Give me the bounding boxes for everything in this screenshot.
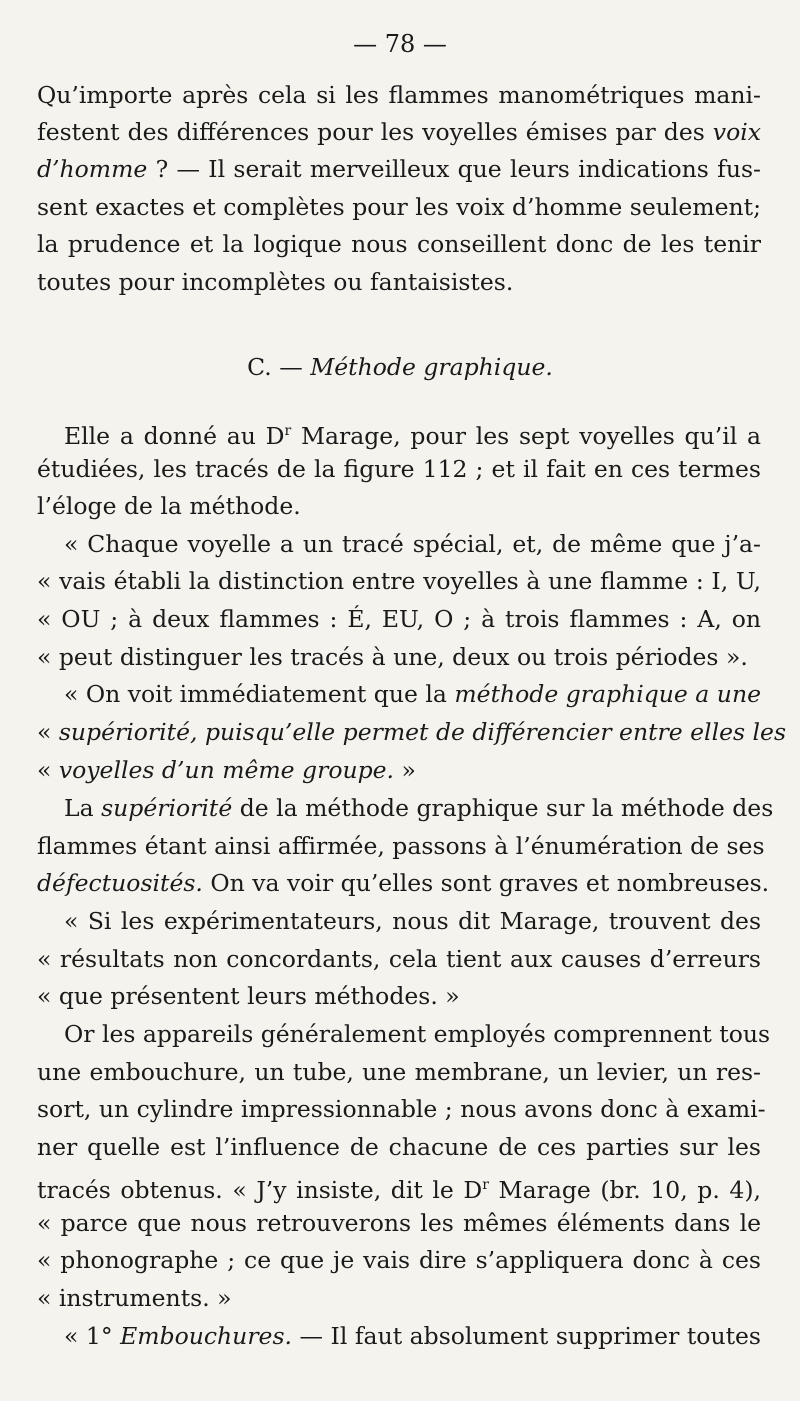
italic-segment: méthode graphique a une [454,680,761,708]
text-segment: Qu’importe après cela si les flammes manométriques mani- [37,81,761,109]
text-line [37,564,761,598]
text-segment: tracés obtenus. « J’y insiste, dit le D [37,1175,483,1204]
text-line [37,1092,766,1126]
text-segment: Marage, pour les sept voyelles qu’il a [291,421,761,450]
text-segment: « peut distinguer les tracés à une, deux ou trois périodes ». [37,643,748,671]
text-line [64,527,761,561]
text-segment: « vais établi la distinction entre voyelles à une flamme : I, U, [37,567,761,595]
text-segment: la prudence et la logique nous conseillent donc de les tenir [37,230,761,258]
text-segment: festent des différences pour les voyelles émises par des [37,118,713,146]
text-line [37,489,761,523]
text-segment: ? — Il serait merveilleux que leurs indications fus- [147,155,761,183]
text-segment: On va voir qu’elles sont graves et nombreuses. [202,869,770,897]
text-line [37,190,761,224]
text-segment: flammes étant ainsi affirmée, passons à l’énumération de ses [37,832,765,860]
text-line [64,414,761,448]
text-segment: sort, un cylindre impressionnable ; nous avons donc à exami- [37,1095,766,1123]
text-segment: Marage (br. 10, p. 4), [488,1175,761,1204]
text-line [37,78,761,112]
text-line [37,1055,761,1089]
text-line [64,677,761,711]
text-segment: « [37,756,59,784]
text-line [37,715,787,749]
text-segment: La [64,794,102,822]
heading-prefix: C. — [247,353,311,381]
text-line [37,942,761,976]
italic-segment: supériorité, puisqu’elle permet de différencier entre elles les [58,718,787,746]
text-line [37,115,761,149]
italic-segment: d’homme [37,155,148,183]
italic-segment: Embouchures. [120,1322,292,1350]
text-segment: sent exactes et complètes pour les voix d’homme seulement; [37,193,761,221]
text-segment: « parce que nous retrouverons les mêmes éléments dans le [37,1209,761,1237]
text-segment: « 1° [64,1322,121,1350]
text-line [37,452,761,486]
text-line [64,904,761,938]
text-segment: « Si les expérimentateurs, nous dit Marage, trouvent des [64,907,761,935]
text-segment: étudiées, les tracés de la figure 112 ; et il fait en ces termes [37,455,761,483]
text-line [37,1206,761,1240]
text-segment: « instruments. » [37,1284,232,1312]
text-line [37,829,765,863]
text-line [37,152,761,186]
text-segment: l’éloge de la méthode. [37,492,301,520]
text-segment: « Chaque voyelle a un tracé spécial, et, de même que j’a- [64,530,761,558]
superscript: r [284,423,292,439]
text-segment: « que présentent leurs méthodes. » [37,982,460,1010]
text-line [64,1319,761,1353]
text-line [37,1168,761,1202]
italic-segment: supériorité [101,794,233,822]
text-line [37,265,761,299]
text-line [37,1243,761,1277]
text-segment: « [37,718,59,746]
text-line [37,866,770,900]
text-segment: toutes pour incomplètes ou fantaisistes. [37,268,514,296]
text-segment: « résultats non concordants, cela tient aux causes d’erreurs [37,945,761,973]
superscript: r [482,1177,489,1193]
text-line [37,1281,761,1315]
text-line [37,602,761,636]
text-segment: « phonographe ; ce que je vais dire s’appliquera donc à ces [37,1246,761,1274]
text-segment: une embouchure, un tube, une membrane, un levier, un res- [37,1058,761,1086]
italic-segment: voyelles d’un même groupe. [58,756,395,784]
text-segment: Elle a donné au D [64,421,285,450]
text-segment: « On voit immédiatement que la [64,680,455,708]
text-line [64,791,774,825]
text-segment: » [394,756,416,784]
text-segment: de la méthode graphique sur la méthode des [232,794,774,822]
text-segment: ner quelle est l’influence de chacune de ces parties sur les [37,1133,761,1161]
heading-title: Méthode graphique. [310,353,553,381]
text-segment: Or les appareils généralement employés comprennent tous [64,1020,771,1048]
page-number: — 78 — [353,30,447,58]
italic-segment: défectuosités. [37,869,203,897]
text-line [37,979,761,1013]
italic-segment: voix [712,118,761,146]
text-line [37,753,761,787]
text-segment: « OU ; à deux flammes : É, EU, O ; à trois flammes : A, on [37,605,761,633]
section-heading [0,353,800,381]
text-line [37,1130,761,1164]
text-segment: — Il faut absolument supprimer toutes [292,1322,761,1350]
text-line [64,1017,771,1051]
text-line [37,640,761,674]
text-line [37,227,761,261]
